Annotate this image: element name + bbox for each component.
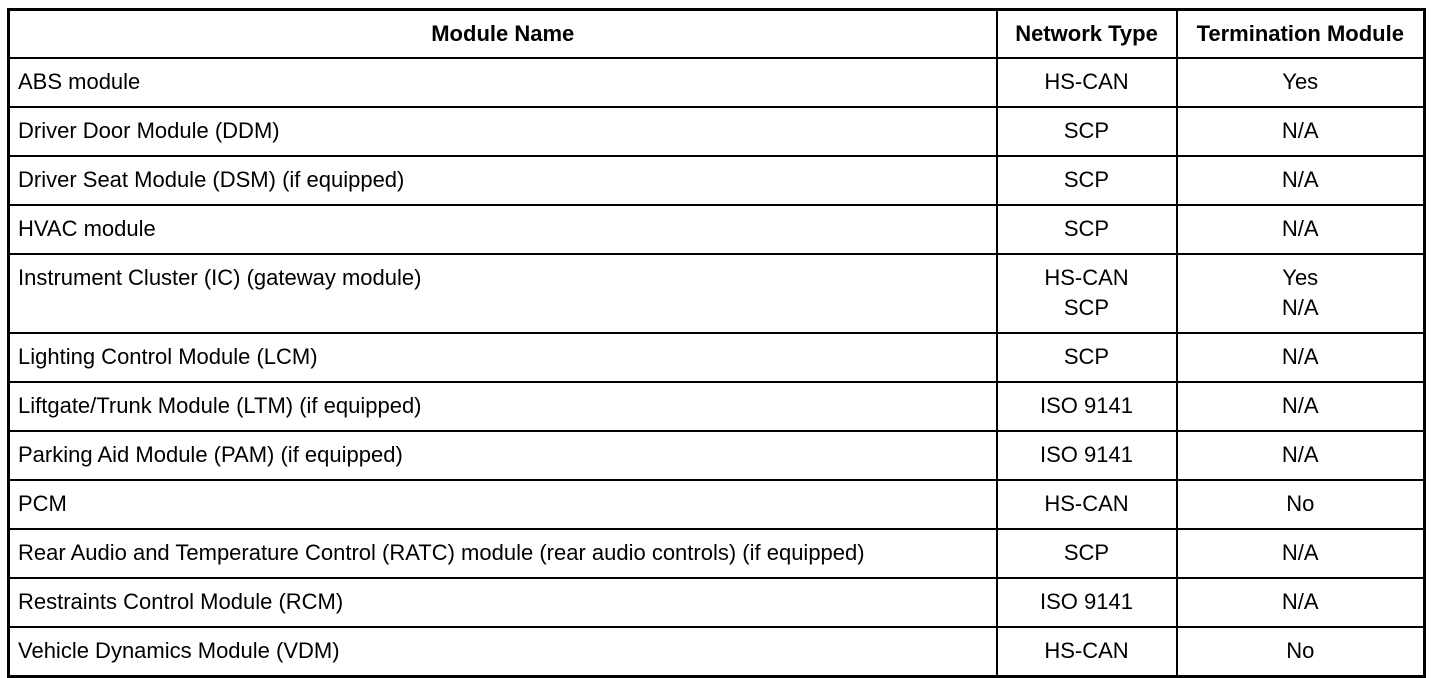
network-type-value: SCP — [1063, 216, 1110, 241]
network-type-cell — [997, 382, 1177, 431]
table-row — [9, 107, 1425, 156]
table-row — [9, 627, 1425, 677]
table-row — [9, 382, 1425, 431]
termination-module-value: N/A — [1281, 442, 1319, 467]
table-row — [9, 58, 1425, 107]
header-network-type: Network Type — [997, 10, 1177, 59]
network-type-cell — [997, 333, 1177, 382]
network-type-value: SCP — [1063, 540, 1110, 565]
module-table-container — [7, 8, 1426, 678]
network-type-cell — [997, 107, 1177, 156]
network-type-cell — [997, 529, 1177, 578]
module-name-cell: PCM — [9, 480, 997, 529]
module-name-cell: Liftgate/Trunk Module (LTM) (if equipped) — [9, 382, 997, 431]
table-body — [9, 58, 1425, 677]
termination-module-value: N/A — [1281, 540, 1319, 565]
network-type-value: ISO 9141 — [1040, 442, 1133, 467]
module-name-cell: Restraints Control Module (RCM) — [9, 578, 997, 627]
termination-module-cell — [1177, 480, 1425, 529]
table-row — [9, 254, 1425, 333]
termination-module-value: N/A — [1281, 167, 1319, 192]
table-row — [9, 431, 1425, 480]
module-network-table — [7, 8, 1426, 678]
network-type-value: ISO 9141 — [1040, 589, 1133, 614]
termination-module-cell — [1177, 578, 1425, 627]
termination-module-value: N/A — [1281, 118, 1319, 143]
network-type-cell — [997, 578, 1177, 627]
module-name-cell: Instrument Cluster (IC) (gateway module) — [9, 254, 997, 333]
network-type-value: ISO 9141 — [1040, 393, 1133, 418]
termination-module-cell — [1177, 333, 1425, 382]
network-type-value: SCP — [1063, 118, 1110, 143]
module-name-cell: Vehicle Dynamics Module (VDM) — [9, 627, 997, 677]
table-header-row — [9, 10, 1425, 59]
network-type-cell — [997, 58, 1177, 107]
network-type-value: HS-CAN — [1044, 69, 1129, 94]
network-type-value: HS-CAN — [1044, 638, 1129, 663]
network-type-cell — [997, 205, 1177, 254]
module-name-cell: Driver Seat Module (DSM) (if equipped) — [9, 156, 997, 205]
termination-module-value: N/A — [1281, 393, 1319, 418]
network-type-cell — [997, 431, 1177, 480]
termination-module-cell — [1177, 529, 1425, 578]
table-row — [9, 156, 1425, 205]
termination-module-cell — [1177, 58, 1425, 107]
network-type-value: HS-CAN — [1044, 265, 1129, 290]
network-type-cell — [997, 254, 1177, 333]
table-row — [9, 333, 1425, 382]
table-row — [9, 480, 1425, 529]
termination-module-cell — [1177, 254, 1425, 333]
module-name-cell: Lighting Control Module (LCM) — [9, 333, 997, 382]
table-row — [9, 205, 1425, 254]
termination-module-cell — [1177, 382, 1425, 431]
table-row — [9, 578, 1425, 627]
termination-module-value: N/A — [1281, 216, 1319, 241]
network-type-cell — [997, 627, 1177, 677]
termination-module-value: N/A — [1281, 295, 1319, 320]
network-type-value: SCP — [1063, 344, 1110, 369]
network-type-value: SCP — [1063, 295, 1110, 320]
termination-module-cell — [1177, 156, 1425, 205]
network-type-cell — [997, 480, 1177, 529]
termination-module-cell — [1177, 431, 1425, 480]
header-termination-module: Termination Module — [1177, 10, 1425, 59]
termination-module-value: No — [1286, 638, 1315, 663]
termination-module-cell — [1177, 627, 1425, 677]
module-name-cell: Driver Door Module (DDM) — [9, 107, 997, 156]
network-type-value: HS-CAN — [1044, 491, 1129, 516]
module-name-cell: Parking Aid Module (PAM) (if equipped) — [9, 431, 997, 480]
module-name-cell: ABS module — [9, 58, 997, 107]
network-type-value: SCP — [1063, 167, 1110, 192]
termination-module-cell — [1177, 107, 1425, 156]
header-module-name: Module Name — [9, 10, 997, 59]
termination-module-value: No — [1286, 491, 1315, 516]
termination-module-cell — [1177, 205, 1425, 254]
termination-module-value: Yes — [1282, 265, 1319, 290]
table-row — [9, 529, 1425, 578]
network-type-cell — [997, 156, 1177, 205]
termination-module-value: N/A — [1281, 344, 1319, 369]
termination-module-value: Yes — [1282, 69, 1319, 94]
module-name-cell: Rear Audio and Temperature Control (RATC) module (rear audio controls) (if equipped) — [9, 529, 997, 578]
termination-module-value: N/A — [1281, 589, 1319, 614]
module-name-cell: HVAC module — [9, 205, 997, 254]
